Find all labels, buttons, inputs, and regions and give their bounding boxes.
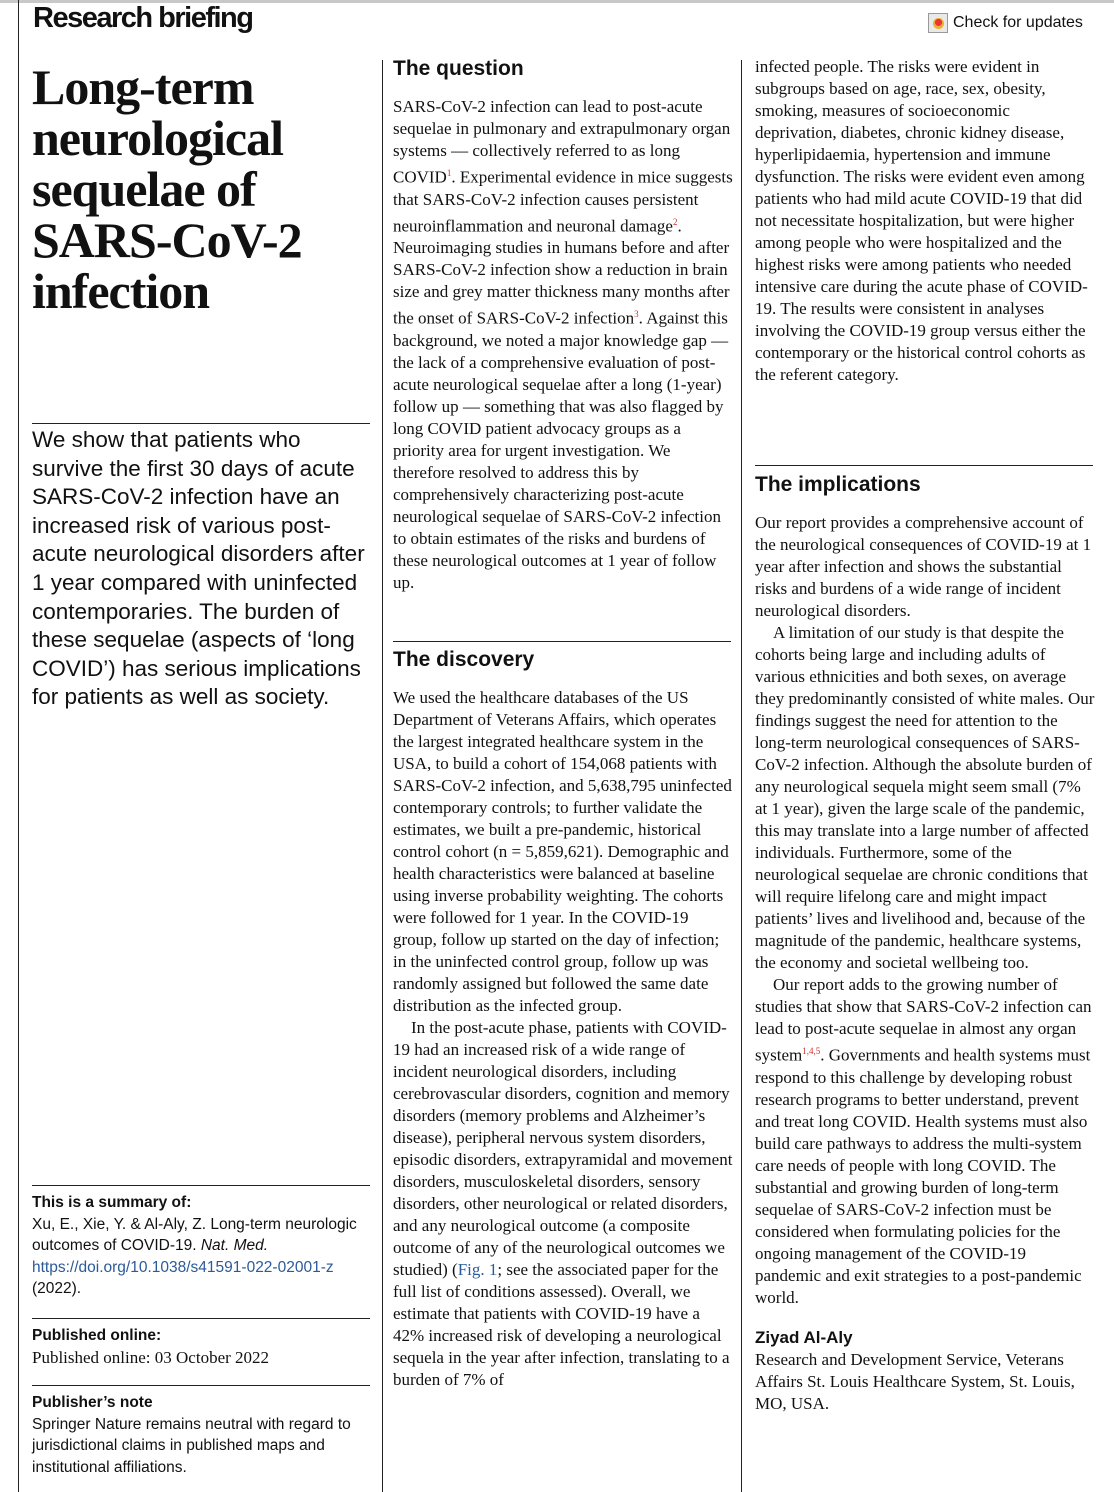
citation-text: Xu, E., Xie, Y. & Al-Aly, Z. Long-term neurologic outcomes of COVID-19. bbox=[32, 1215, 357, 1254]
references[interactable]: 1,4,5 bbox=[802, 1046, 821, 1056]
publisher-note-label: Publisher’s note bbox=[32, 1394, 153, 1411]
column-divider bbox=[382, 60, 383, 1492]
section-label: Research briefing bbox=[33, 2, 253, 34]
author-affiliation: Research and Development Service, Veterans Affairs St. Louis Healthcare System, St. Louis, MO, USA. bbox=[755, 1349, 1075, 1413]
divider bbox=[32, 423, 370, 424]
journal-name: Nat. Med. bbox=[200, 1237, 269, 1254]
question-text: SARS-CoV-2 infection can lead to post-acute sequelae in pulmonary and extrapulmonary organ systems — collectively referred to as long COVID$^1$. Experimental evidence in mice suggests that SARS-CoV-2 infection causes persistent neuroinflammation and neuronal damage$^2$. Neuroimaging studies in humans before and after SARS-CoV-2 infection show a reduction in brain size and grey matter thickness many months after the onset of SARS-CoV-2 infection$^3$. Against this background, we noted a major knowledge gap — the lack of a comprehensive evaluation of post-acute neurological sequelae after a long (1-year) follow up — something that was also flagged by long COVID patient advocacy groups as a priority area for urgent investigation. We therefore resolved to address this by comprehensively characterizing post-acute neurological sequelae of SARS-CoV-2 infection to obtain estimates of the risks and burdens of these neurological outcomes at 1 year of follow up. bbox=[393, 97, 733, 592]
discovery-paragraph: In the post-acute phase, patients with COVID-19 had an increased risk of a wide range of incident neurological disorders, including cerebrovascular disorders, cognition and memory disorders (memory problems and Alzheimer’s disease), peripheral nervous system disorders, episodic disorders, extrapyramidal and movement disorders, musculoskeletal disorders, sensory disorders, other neurological or related disorders, and any neurological outcome (a composite outcome of any of the neurological outcomes we studied) (Fig. 1; see the associated paper for the full list of conditions assessed). Overall, we estimate that patients with COVID-19 have a 42% increased risk of developing a neurological sequela in the year after infection, translating to a burden of 7% of bbox=[393, 1018, 733, 1389]
divider bbox=[393, 641, 731, 642]
author-name: Ziyad Al-Aly bbox=[755, 1327, 853, 1347]
reference-3[interactable]: 3 bbox=[634, 309, 639, 320]
published-block bbox=[32, 1325, 377, 1369]
citation-block bbox=[32, 1192, 377, 1300]
reference-2[interactable]: 2 bbox=[672, 216, 678, 227]
discovery-continued bbox=[755, 56, 1095, 386]
article-title: Long-term neurological sequelae of SARS-CoV-2 infection bbox=[32, 59, 302, 319]
summary-of-label: This is a summary of: bbox=[32, 1194, 192, 1211]
implications-section bbox=[755, 472, 1095, 1415]
discovery-heading: The discovery bbox=[393, 648, 535, 671]
reference-1[interactable]: 1 bbox=[446, 168, 452, 178]
question-section bbox=[393, 56, 733, 594]
author-block bbox=[755, 1327, 1095, 1415]
divider bbox=[32, 1185, 370, 1186]
doi-link[interactable]: https://doi.org/10.1038/s41591-022-02001-z bbox=[32, 1258, 334, 1276]
citation-year: (2022). bbox=[32, 1280, 82, 1297]
implications-paragraph: Our report provides a comprehensive account of the neurological consequences of COVID-19 at 1 year after infection and shows the substantial risks and burdens of a wide range of incident neurological disorders. bbox=[755, 513, 1092, 620]
left-margin-rule bbox=[18, 0, 19, 1492]
figure-link[interactable]: Fig. 1 bbox=[457, 1260, 498, 1279]
check-for-updates-label: Check for updates bbox=[953, 14, 1083, 31]
crossmark-icon bbox=[928, 13, 948, 33]
divider bbox=[32, 1385, 370, 1386]
implications-paragraph: Our report adds to the growing number of studies that show that SARS-CoV-2 infection can lead to post-acute sequelae in almost any organ system$^{1,4,5}$. Governments and health systems must respond to this challenge by developing robust research programs to better understand, prevent and treat long COVID. Health systems must also build care pathways to address the multi-system care needs of people with long COVID. The substantial and growing burden of long-term sequelae of SARS-CoV-2 infection must be considered when formulating policies for the ongoing management of the COVID-19 pandemic and exit strategies to a post-pandemic world. bbox=[755, 975, 1092, 1307]
publisher-note-text: Springer Nature remains neutral with regard to jurisdictional claims in published maps and institutional affiliations. bbox=[32, 1415, 351, 1476]
implications-paragraph: A limitation of our study is that despite the cohorts being large and including adults of various ethnicities and both sexes, on average they predominantly consisted of white males. Our findings suggest the need for attention to the long-term neurological consequences of SARS-CoV-2 infection. Although the absolute burden of any neurological sequela might seem small (7% at 1 year), given the large scale of the pandemic, this may translate into a large number of affected individuals. Furthermore, some of the neurological sequelae are chronic conditions that will require lifelong care and might impact patients’ lives and livelihood and, because of the magnitude of the pandemic, healthcare systems, the economy and societal wellbeing too. bbox=[755, 623, 1095, 972]
publisher-note-block bbox=[32, 1392, 377, 1478]
divider bbox=[755, 465, 1093, 466]
discovery-paragraph: We used the healthcare databases of the US Department of Veterans Affairs, which operates the largest integrated healthcare system in the USA, to build a cohort of 154,068 patients with SARS-CoV-2 infection, and 5,638,795 uninfected contemporary controls; to further validate the estimates, we built a pre-pandemic, historical control cohort (n = 5,859,621). Demographic and health characteristics were balanced at baseline using inverse probability weighting. The cohorts were followed for 1 year. In the COVID-19 group, follow up started on the day of infection; in the uninfected control group, follow up was randomly assigned but followed the same date distribution as the infected group. bbox=[393, 688, 732, 1015]
discovery-section bbox=[393, 647, 733, 1391]
divider bbox=[32, 1318, 370, 1319]
discovery-paragraph: infected people. The risks were evident in subgroups based on age, race, sex, obesity, smoking, measures of socioeconomic deprivation, diabetes, chronic kidney disease, hyperlipidaemia, hypertension and immune dysfunction. The risks were evident even among patients who had mild acute COVID-19 that did not necessitate hospitalization, but were higher among people who were hospitalized and the highest risks were among patients who needed intensive care during the acute phase of COVID-19. The results were consistent in analyses involving the COVID-19 group versus either the contemporary or the historical control cohorts as the referent category. bbox=[755, 57, 1088, 384]
column-divider bbox=[741, 60, 742, 1492]
summary-text: We show that patients who survive the first 30 days of acute SARS-CoV-2 infection have an increased risk of various post-acute neurological disorders after 1 year compared with uninfected contemporaries. The burden of these sequelae (aspects of ‘long COVID’) has serious implications for patients as well as society. bbox=[32, 427, 365, 710]
published-label: Published online: bbox=[32, 1327, 162, 1344]
question-heading: The question bbox=[393, 57, 524, 80]
published-date: Published online: 03 October 2022 bbox=[32, 1347, 270, 1367]
check-for-updates-button[interactable] bbox=[928, 13, 1083, 33]
implications-heading: The implications bbox=[755, 473, 921, 496]
